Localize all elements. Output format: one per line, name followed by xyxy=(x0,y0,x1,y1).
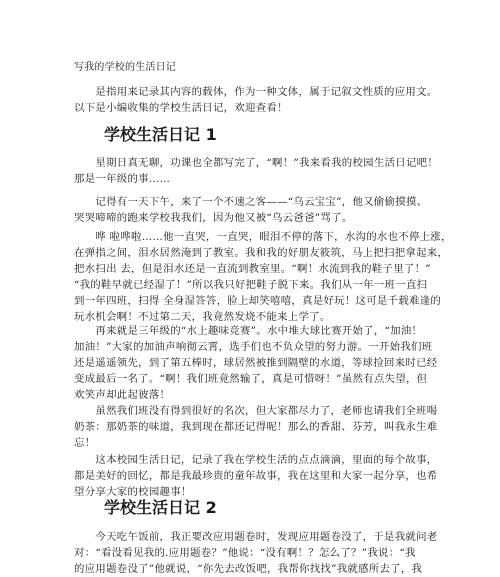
text-line: 哭哭啼啼的跑来学校我我们，因为他又被“乌云爸爸”骂了。 xyxy=(74,212,353,224)
text-line: 望分享大家的校园趣事！ xyxy=(74,486,192,498)
body-paragraph xyxy=(74,529,438,577)
text-line: 欢笑声却此起彼落！ xyxy=(74,389,171,401)
section-heading-1: 学校生活日记 1 xyxy=(104,125,217,144)
text-line: 把水扫出 去，但是泪水还是一直流到教室里。“啊！水流到我的鞋子里了！” xyxy=(74,263,431,275)
text-line: 今天吃午饭前，我正要改应用题卷时，发现应用题卷没了，于是我就问老 xyxy=(74,531,438,543)
text-line: 这本校园生活日记，记录了我在学校生活的点点滴滴，里面的每个故事， xyxy=(74,454,438,466)
text-line: 以下是小编收集的学校生活日记，欢迎查看！ xyxy=(74,102,288,114)
text-line: 玩水机会啊！不过第二天，我竟然发烧不能来上学了。 xyxy=(74,311,331,323)
body-paragraph xyxy=(74,155,439,187)
body-paragraph xyxy=(74,403,438,451)
text-line: 星期日真无聊，功课也全都写完了，“啊！”我来看我的校园生活日记吧！ xyxy=(74,157,439,169)
document-title: 写我的学校的生活日记 xyxy=(74,62,176,73)
intro-paragraph xyxy=(74,84,438,116)
text-line: 奶茶：那奶茶的味道，我到现在都还记得呢！那么的香甜、芬芳，叫我永生难 xyxy=(74,421,438,433)
text-line: 都是美好的回忆，都是我最珍贵的童年故事，我在这里和大家一起分享，也希 xyxy=(74,470,438,482)
text-line: 加油！”大家的加油声响彻云霄，选手们也不负众望的努力游。一开始我们班 xyxy=(74,341,433,353)
text-line: 虽然我们班没有得到很好的名次，但大家都尽力了，老师也请我们全班喝 xyxy=(74,405,438,417)
text-line: 记得有一天下午，来了一个不速之客——“乌云宝宝”，他又偷偷摸摸、 xyxy=(74,196,428,208)
text-line: 哗 啦哗啦……他一直哭，一直哭，眼泪不停的落下，水沟的水也不停上涨， xyxy=(74,231,452,243)
text-line: “我的鞋早就已经湿了！”所以我只好把鞋子脱下来。我们从一年一班一直扫 xyxy=(74,279,428,291)
body-paragraph xyxy=(74,229,452,325)
text-line: 在弹指之间，泪水居然淹到了教室。我和我的好朋友筱筑，马上把扫把拿起来， xyxy=(74,247,449,259)
body-paragraph xyxy=(74,452,438,500)
text-line: 是指用来记录其内容的载体，作为一种文体，属于记叙文性质的应用文。 xyxy=(74,86,438,98)
text-line: 忘！ xyxy=(74,437,96,449)
text-line: 的应用题卷没了”他就说，“你先去改饭吧，我帮你找找”我就感所去了，我 xyxy=(74,563,423,575)
section-heading-2: 学校生活日记 2 xyxy=(104,498,217,517)
text-line: 对：“看没看见我的.应用题卷？”他说：“没有啊！？怎么了？”我说：“我 xyxy=(74,547,416,559)
text-line: 那是一年级的事…… xyxy=(74,173,171,185)
body-paragraph xyxy=(74,323,438,403)
text-line: 变成最后一名了。“啊！我们班竟然输了，真是可惜呀！”虽然有点失望，但 xyxy=(74,373,428,385)
body-paragraph xyxy=(74,194,426,226)
text-line: 还是遥遥领先，到了第五棒时，球居然被推到隔壁的水道，等球捡回来时已经 xyxy=(74,357,438,369)
text-line: 到一年四班，扫得 全身湿答答，脸上却笑嘻嘻，真是好玩！这可是千载难逢的 xyxy=(74,295,442,307)
text-line: 再来就是三年级的“水上趣味竞赛”。水中堆大球比赛开始了，“加油！ xyxy=(74,325,423,337)
